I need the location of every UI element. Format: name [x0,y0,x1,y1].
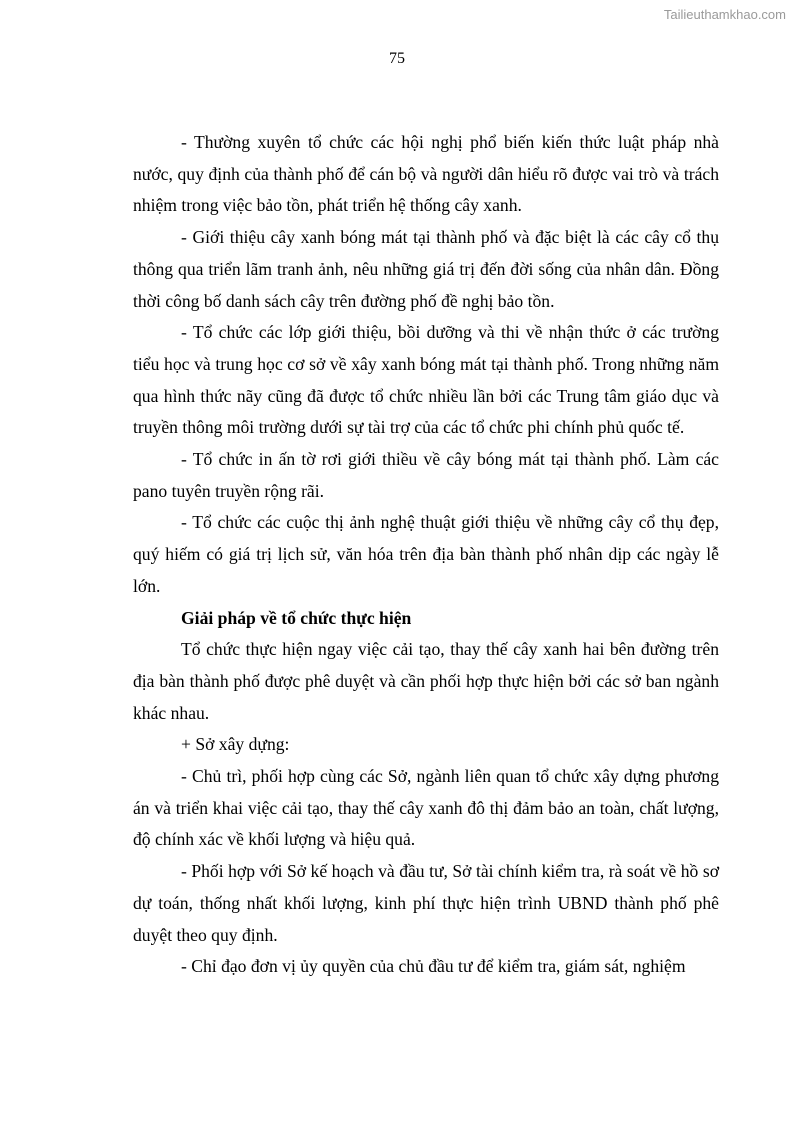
paragraph-exhibition: - Giới thiệu cây xanh bóng mát tại thành phố và đặc biệt là các cây cổ thụ thông qua triển lãm tranh ảnh, nêu những giá trị đến đời sống của nhân dân. Đồng thời công bố danh sách cây trên đường phố đề nghị bảo tồn. [133,227,719,311]
paragraph-construction-dept: + Sở xây dựng: [181,734,290,755]
paragraph-dissemination-conferences: - Thường xuyên tổ chức các hội nghị phổ biến kiến thức luật pháp nhà nước, quy định của thành phố để cán bộ và người dân hiểu rõ được vai trò và trách nhiệm trong việc bảo tồn, phát triển hệ thống cây xanh. [133,132,719,216]
paragraph-implementation: Tổ chức thực hiện ngay việc cải tạo, thay thế cây xanh hai bên đường trên địa bàn thành phố được phê duyệt và cần phối hợp thực hiện bởi các sở ban ngành khác nhau. [133,639,719,723]
paragraph-leaflets: - Tổ chức in ấn tờ rơi giới thiều về cây bóng mát tại thành phố. Làm các pano tuyên truyền rộng rãi. [133,449,719,501]
page-number: 75 [389,50,405,67]
paragraph-lead-coordinate: - Chủ trì, phối hợp cùng các Sở, ngành liên quan tổ chức xây dựng phương án và triển khai việc cải tạo, thay thế cây xanh đô thị đảm bảo an toàn, chất lượng, độ chính xác về khối lượng và hiệu quả. [133,766,719,850]
document-body [133,127,719,983]
watermark: Tailieuthamkhao.com [663,7,786,22]
paragraph-photo-contest: - Tổ chức các cuộc thị ảnh nghệ thuật giới thiệu về những cây cổ thụ đẹp, quý hiếm có giá trị lịch sử, văn hóa trên địa bàn thành phố nhân dịp các ngày lễ lớn. [133,512,719,596]
paragraph-coordinate-finance: - Phối hợp với Sở kế hoạch và đầu tư, Sở tài chính kiểm tra, rà soát về hồ sơ dự toán, thống nhất khối lượng, kinh phí thực hiện trình UBND thành phố phê duyệt theo quy định. [133,861,719,945]
section-heading: Giải pháp về tổ chức thực hiện [181,607,412,628]
paragraph-direct-supervision: - Chỉ đạo đơn vị ủy quyền của chủ đầu tư để kiểm tra, giám sát, nghiệm [181,956,686,977]
paragraph-school-classes: - Tổ chức các lớp giới thiệu, bồi dưỡng và thi về nhận thức ở các trường tiểu học và trung học cơ sở về xây xanh bóng mát tại thành phố. Trong những năm qua hình thức nãy cũng đã được tổ chức nhiều lần bởi các Trung tâm giáo dục và truyền thông môi trường dưới sự tài trợ của các tổ chức phi chính phủ quốc tế. [133,322,719,438]
